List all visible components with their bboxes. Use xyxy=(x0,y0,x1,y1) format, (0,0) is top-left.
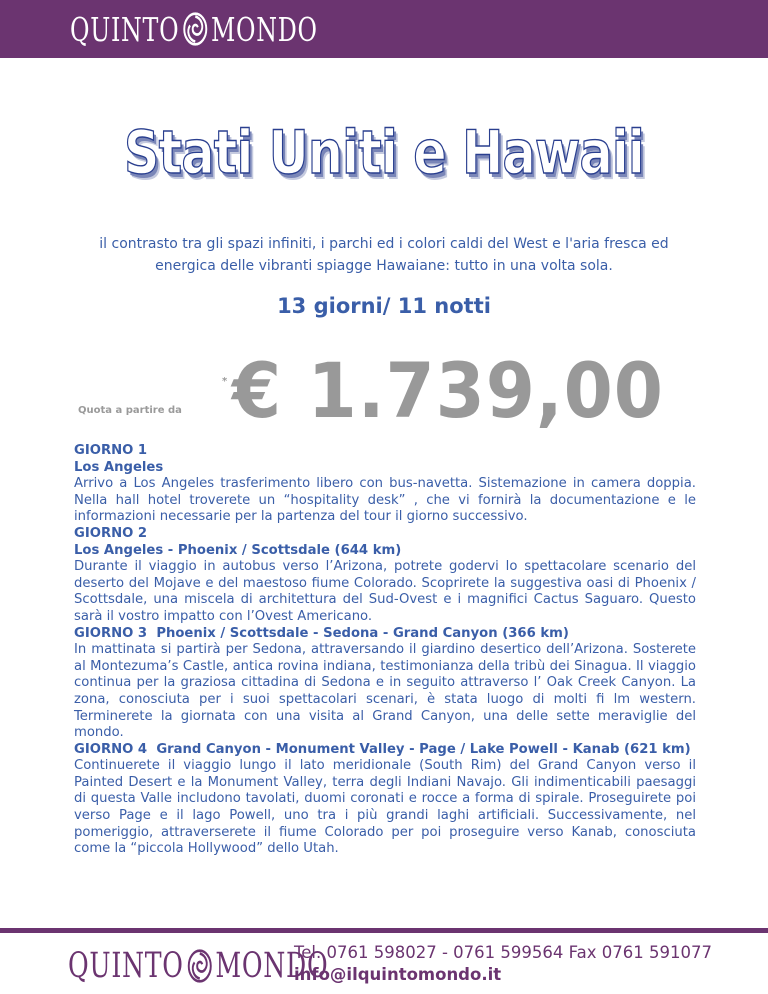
footer-logo xyxy=(68,945,328,987)
day-number: GIORNO 3 xyxy=(74,625,148,641)
logo-text-left: QUINTO xyxy=(70,9,180,49)
day-description: In mattinata si partirà per Sedona, attraversando il giardino desertico dell’Arizona. Sosterete al Montezuma’s Castle, antica rovina indiana, testimonianza della tribù dei Sinagua. Il viaggio continua per la graziosa cittadina di Sedona e in seguito attraverso l’ Oak Creek Canyon. La zona, conosciuta per i suoi spettacolari scenari, è stata luogo di molti fi lm western. Terminerete la giornata con una visita al Grand Canyon, una delle sette meraviglie del mondo. xyxy=(74,642,696,741)
footer-swirl-logo-icon xyxy=(187,948,213,984)
footer-logo-text-left: QUINTO xyxy=(68,946,184,986)
contact-phone: Tel. 0761 598027 - 0761 599564 Fax 0761 591077 xyxy=(294,943,712,962)
itinerary-day xyxy=(74,742,696,858)
footer-logo-text-right: MONDO xyxy=(215,946,329,986)
price-label: Quota a partire da xyxy=(78,405,182,416)
day-route: Grand Canyon - Monument Valley - Page / Lake Powell - Kanab (621 km) xyxy=(156,741,691,757)
day-route: Phoenix / Scottsdale - Sedona - Grand Canyon (366 km) xyxy=(156,625,569,641)
brand-logo xyxy=(70,8,318,50)
itinerary-day xyxy=(74,526,696,626)
day-description: Durante il viaggio in autobus verso l’Arizona, potrete godervi lo spettacolare scenario del deserto del Mojave e del maestoso fiume Colorado. Scoprirete la suggestiva oasi di Phoenix / Scottsdale, una miscela di architettura del Sud-Ovest e i magnifici Cactus Saguaro. Questo sarà il vostro impatto con l’Ovest Americano. xyxy=(74,559,696,624)
day-number: GIORNO 1 xyxy=(74,443,148,458)
day-description: Continuerete il viaggio lungo il lato meridionale (South Rim) del Grand Canyon verso il Painted Desert e la Monument Valley, terra degli Indiani Navajo. Gli indimenticabili paesaggi di questa Valle includono tavolati, duomi coronati e rocce a forma di spirale. Proseguirete poi verso Page e il lago Powell, uno tra i più grandi laghi artificiali. Successivamente, nel pomeriggio, attraverserete il fiume Colorado per poi proseguire verso Kanab, conosciuta come la “piccola Hollywood” dello Utah. xyxy=(74,758,696,857)
day-description: Arrivo a Los Angeles trasferimento libero con bus-navetta. Sistemazione in camera doppia. Nella hall hotel troverete un “hospitality desk” , che vi fornirà la documentazione e le informazioni necessarie per la partenza del tour il giorno successivo. xyxy=(74,476,696,525)
day-number: GIORNO 4 xyxy=(74,741,148,757)
contact-info xyxy=(294,942,712,986)
price-marker: * xyxy=(222,376,228,387)
swirl-logo-icon xyxy=(182,11,208,47)
logo-text-right: MONDO xyxy=(211,9,318,49)
trip-duration: 13 giorni/ 11 notti xyxy=(277,294,491,318)
itinerary-day xyxy=(74,626,696,742)
page-title: Stati Uniti e Hawaii xyxy=(124,118,644,188)
price-value: € 1.739,00 xyxy=(232,346,664,435)
day-heading xyxy=(74,742,696,759)
day-number: GIORNO 2 xyxy=(74,525,148,541)
day-heading xyxy=(74,626,696,643)
footer-divider xyxy=(0,928,768,933)
itinerary xyxy=(74,443,696,858)
day-route: Los Angeles xyxy=(74,459,164,475)
intro-text: il contrasto tra gli spazi infiniti, i parchi ed i colori caldi del West e l'aria fresca ed energica delle vibranti spiagge Hawaiane: tutto in una volta sola. xyxy=(99,236,669,274)
contact-email[interactable]: info@ilquintomondo.it xyxy=(294,965,502,984)
itinerary-day xyxy=(74,443,696,526)
day-route: Los Angeles - Phoenix / Scottsdale (644 km) xyxy=(74,542,402,558)
